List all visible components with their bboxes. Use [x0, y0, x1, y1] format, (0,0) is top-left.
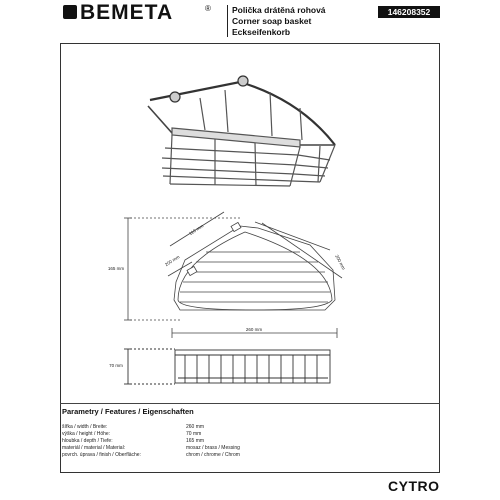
- param-label: hloubka / depth / Tiefe:: [62, 438, 113, 444]
- param-label: výška / height / Höhe:: [62, 431, 111, 437]
- dim-mount: 110 mm: [188, 223, 205, 237]
- dim-height: 165 mm: [107, 266, 125, 271]
- product-name-en: Corner soap basket: [232, 16, 312, 26]
- param-value: mosaz / brass / Messing: [186, 445, 240, 451]
- param-value: 165 mm: [186, 438, 205, 444]
- product-name-de: Eckseifenkorb: [232, 27, 291, 37]
- param-value: chrom / chrome / Chrom: [186, 452, 240, 458]
- brand-logo: BEMETA: [80, 1, 174, 24]
- param-value: 260 mm: [186, 424, 205, 430]
- product-code: 146208352: [378, 6, 440, 18]
- dim-side-left: 200 mm: [163, 254, 181, 268]
- param-label: materiál / material / Material:: [62, 445, 126, 451]
- registered-mark: ®: [205, 4, 211, 13]
- dim-width: 260 mm: [245, 327, 263, 332]
- series-name: CYTRO: [388, 478, 440, 494]
- param-label: povrch. úprava / finish / Oberfläche:: [62, 452, 141, 458]
- parameters-title: Parametry / Features / Eigenschaften: [62, 407, 194, 416]
- section-divider: [60, 403, 440, 404]
- product-name-cs: Polička drátěná rohová: [232, 5, 326, 15]
- dim-side-right: 200 mm: [334, 253, 347, 271]
- dim-depth: 70 mm: [109, 363, 123, 368]
- param-label: šířka / width / Breite:: [62, 424, 108, 430]
- param-value: 70 mm: [186, 431, 202, 437]
